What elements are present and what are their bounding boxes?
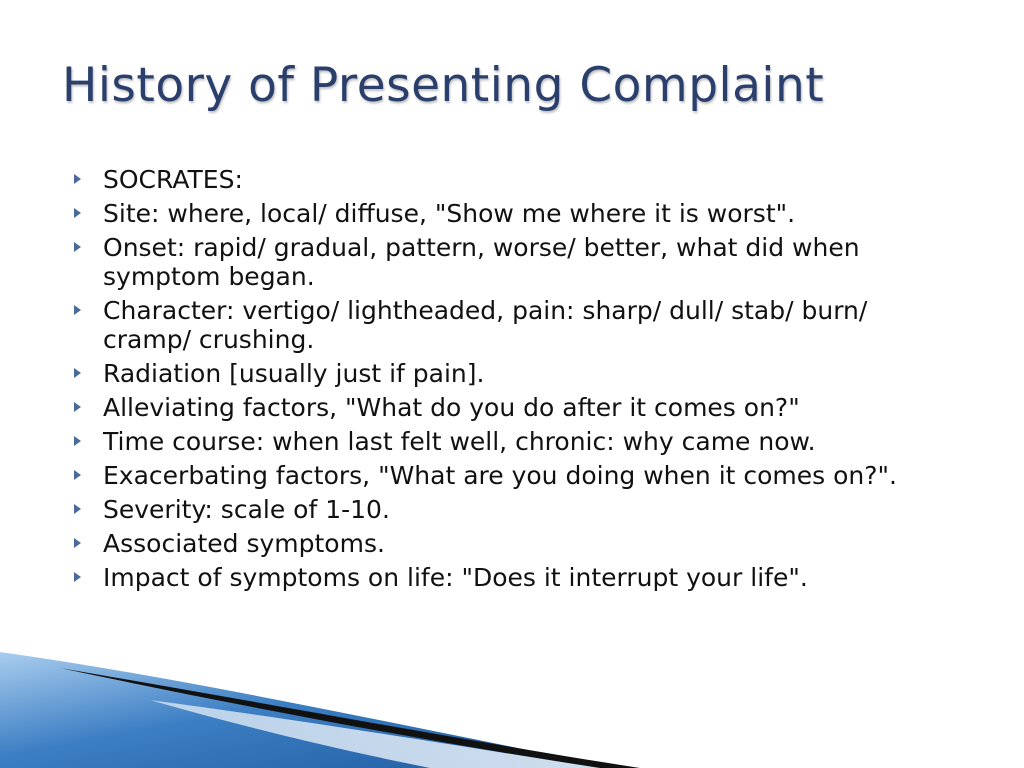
bullet-initial: A: [103, 393, 121, 422]
list-item: [72, 461, 952, 490]
bullet-text: adiation [usually just if pain].: [119, 359, 485, 388]
bullet-text: xacerbating factors, "What are you doing when it comes on?".: [118, 461, 897, 490]
triangle-right-icon: [74, 242, 81, 252]
triangle-right-icon: [74, 538, 81, 548]
bullet-initial: T: [103, 427, 118, 456]
bullet-list: [72, 165, 952, 597]
bullet-initial: C: [103, 296, 121, 325]
bullet-initial: S: [103, 199, 119, 228]
list-item: [72, 393, 952, 422]
triangle-right-icon: [74, 368, 81, 378]
list-item: [72, 165, 952, 194]
list-item: [72, 563, 952, 592]
bullet-text: ime course: when last felt well, chronic: why came now.: [117, 427, 816, 456]
bullet-text: Associated symptoms.: [103, 529, 385, 558]
triangle-right-icon: [74, 470, 81, 480]
triangle-right-icon: [74, 572, 81, 582]
triangle-right-icon: [74, 305, 81, 315]
triangle-right-icon: [74, 436, 81, 446]
list-item: [72, 359, 952, 388]
bullet-initial: E: [103, 461, 119, 490]
list-item: [72, 495, 952, 524]
decorative-swoosh: [0, 640, 1024, 768]
bullet-text: ite: where, local/ diffuse, "Show me where it is worst".: [118, 199, 796, 228]
list-item: [72, 427, 952, 456]
slide-title: History of Presenting Complaint: [62, 58, 825, 113]
triangle-right-icon: [74, 174, 81, 184]
list-item: [72, 199, 952, 228]
list-item: [72, 529, 952, 558]
list-item: [72, 296, 952, 354]
bullet-initial: R: [103, 359, 120, 388]
bullet-text: everity: scale of 1-10.: [118, 495, 390, 524]
bullet-text: haracter: vertigo/ lightheaded, pain: sharp/ dull/ stab/ burn/ cramp/ crushing.: [103, 296, 868, 354]
bullet-initial: O: [103, 233, 123, 262]
bullet-text: nset: rapid/ gradual, pattern, worse/ better, what did when symptom began.: [103, 233, 860, 291]
bullet-text: Impact of symptoms on life: "Does it interrupt your life".: [103, 563, 808, 592]
bullet-text: lleviating factors, "What do you do after it comes on?": [120, 393, 800, 422]
list-item: [72, 233, 952, 291]
triangle-right-icon: [74, 208, 81, 218]
triangle-right-icon: [74, 504, 81, 514]
bullet-initial: S: [103, 495, 119, 524]
triangle-right-icon: [74, 402, 81, 412]
bullet-text: SOCRATES:: [103, 165, 243, 194]
